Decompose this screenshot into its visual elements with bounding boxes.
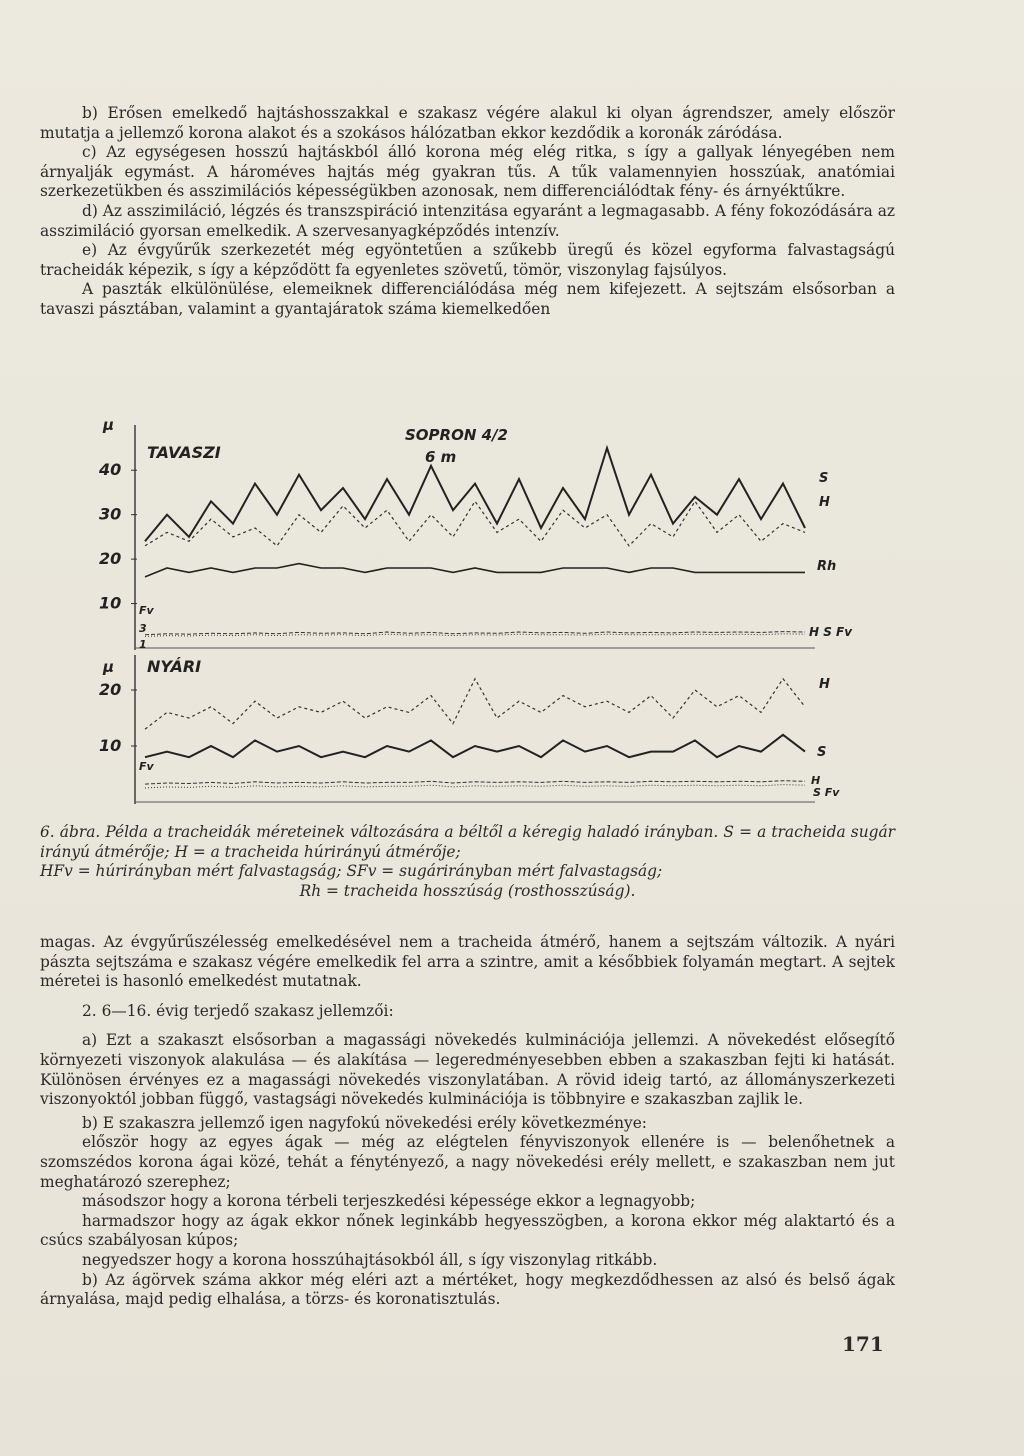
paragraph-2b: b) E szakaszra jellemző igen nagyfokú növekedési erély következménye: (82, 1113, 647, 1132)
lower-label-sfv: S Fv (813, 786, 840, 799)
paragraph-magas: magas. Az évgyűrűszélesség emelkedésével nem a tracheida átmérő, hanem a sejtszám változik. A nyári pászta sejtszáma e szakasz végére emelkedik fel arra a szintre, amit a későbbiek folyamán megtart. A sejtek méretei is hasonló emelkedést mutatnak. (40, 933, 895, 991)
lower-series-hfv (145, 781, 805, 784)
upper-label-hsfv: H S Fv (809, 625, 853, 639)
upper-label-3: 3 (139, 622, 147, 635)
page-number: 171 (842, 1332, 884, 1356)
lower-label-h: H (819, 677, 830, 692)
upper-panel-title: TAVASZI (147, 443, 221, 462)
lower-tick-label: 20 (99, 680, 122, 699)
lower-label-hfv: H (811, 774, 821, 787)
top-text-block (40, 104, 895, 320)
list-item-masodszor: másodszor hogy a korona térbeli terjeszkedési képessége ekkor a legnagyobb; (82, 1192, 696, 1211)
lower-label-fv: Fv (139, 760, 154, 773)
lower-series-sfv (145, 785, 805, 788)
paragraph-c: c) Az egységesen hosszú hajtáskból álló korona még elég ritka, s így a gallyak lényegében nem árnyalják egymást. A hároméves hajtás még gyakran tűs. A tűk valamennyien hosszúak, anatómiai szerkezetükben és asszimilációs képességükben azonosak, nem differenciálódtak fény- és árnyéktűkre. (40, 143, 895, 201)
upper-series-rh (145, 564, 805, 577)
paragraph-pasztak: A paszták elkülönülése, elemeiknek differenciálódása még nem kifejezett. A sejtszám elsősorban a tavaszi pásztában, valamint a gyantajáratok száma kiemelkedően (40, 280, 895, 318)
upper-tick-label: 10 (99, 593, 122, 613)
paragraph-2a: a) Ezt a szakaszt elsősorban a magassági növekedés kulminációja jellemzi. A növekedést elősegítő környezeti viszonyok alakulása — és alakítása — legeredményesebben ebben a szakaszban fejti ki hatását. Különösen érvényes ez a magassági növekedés viszonylatában. A rövid ideig tartó, az állományszerkezeti viszonyoktól jobban függő, vastagsági növekedés kulminációja is többnyire e szakaszban zajlik le. (40, 1031, 895, 1109)
lower-panel-title: NYÁRI (147, 657, 202, 676)
lower-tick-label: 10 (99, 736, 122, 755)
upper-tick-label: 30 (99, 504, 122, 524)
lower-series-h (145, 679, 805, 729)
caption-line-2: HFv = húrirányban mért falvastagság; SFv = sugárirányban mért falvastagság; (40, 862, 663, 881)
paragraph-e: e) Az évgyűrűk szerkezetét még egyöntetűen a szűkebb üregű és közel egyforma falvastagságú tracheidák képezik, s így a képződött fa egyenletes szövetű, tömör, viszonylag fajsúlyos. (40, 241, 895, 279)
caption-line-1: 6. ábra. Példa a tracheidák méreteinek változására a béltől a kéregig haladó irányban. S = a tracheida sugár irányú átmérője; H = a tracheida húrirányú átmérője; (40, 823, 895, 861)
figure-caption (40, 823, 895, 901)
upper-unit-label: μ (103, 416, 115, 434)
lower-label-s: S (817, 745, 827, 760)
bottom-text-block (40, 933, 895, 1310)
upper-label-s: S (819, 471, 829, 486)
upper-label-rh: Rh (817, 559, 837, 574)
figure-6-chart (95, 410, 855, 810)
upper-tick-label: 40 (99, 460, 122, 480)
upper-series-s (145, 448, 805, 541)
paragraph-agorvek: b) Az ágörvek száma akkor még eléri azt a mértéket, hogy megkezdődhessen az alsó és belső ágak árnyalása, majd pedig elhalása, a törzs- és koronatisztulás. (40, 1270, 895, 1309)
lower-series-s (145, 735, 805, 757)
sopron-annotation: SOPRON 4/2 (405, 426, 508, 444)
upper-label-1: 1 (139, 638, 147, 651)
lower-unit-label: μ (103, 658, 115, 676)
sopron-height-annotation: 6 m (425, 448, 457, 466)
upper-label-fv: Fv (139, 604, 154, 617)
list-item-negyedszer: negyedszer hogy a korona hosszúhajtásokból áll, s így viszonylag ritkább. (82, 1250, 658, 1269)
upper-tick-label: 20 (99, 549, 122, 569)
upper-label-h: H (819, 495, 830, 510)
upper-series-sfv (145, 634, 805, 637)
caption-line-3: Rh = tracheida hosszúság (rosthosszúság). (299, 881, 636, 900)
list-item-harmadszor: harmadszor hogy az ágak ekkor nőnek leginkább hegyesszögben, a korona ekkor még alaktartó és a csúcs szabályosan kúpos; (40, 1211, 895, 1250)
list-item-eloszor: először hogy az egyes ágak — még az elégtelen fényviszonyok ellenére is — belenőhetnek a szomszédos korona ágai közé, tehát a fénytényező, a nagy növekedési erély mellett, e szakaszban nem jut meghatározó szerephez; (40, 1133, 895, 1191)
section-heading-2: 2. 6—16. évig terjedő szakasz jellemzői: (82, 1001, 394, 1020)
paragraph-d: d) Az asszimiláció, légzés és transzspiráció intenzitása egyaránt a legmagasabb. A fény fokozódására az asszimiláció gyorsan emelkedik. A szervesanyagképződés intenzív. (40, 201, 895, 240)
paragraph-b: b) Erősen emelkedő hajtáshosszakkal e szakasz végére alakul ki olyan ágrendszer, amely először mutatja a jellemző korona alakot és a szokásos hálózatban ekkor kezdődik a koronák záródása. (40, 104, 895, 142)
upper-series-h (145, 501, 805, 546)
